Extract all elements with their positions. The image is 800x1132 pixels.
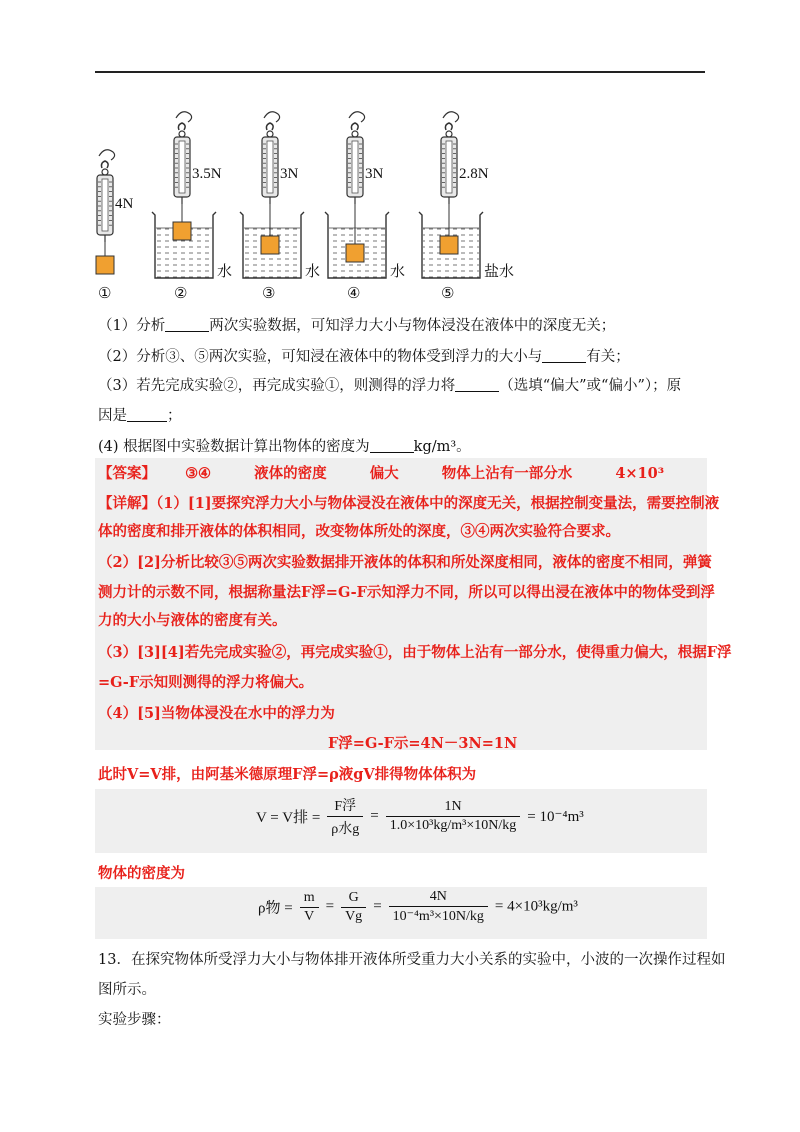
reading-2: 3.5N [192,166,222,182]
answer-blank [165,317,209,332]
answer-line: 【答案】 ③④ 液体的密度 偏大 物体上沾有一部分水 4×10³ [98,465,665,482]
block-1 [96,256,114,274]
liquid-label-5: 盐水 [484,264,515,280]
question-1: （1）分析 两次实验数据，可知浮力大小与物体浸没在液体中的深度无关； [98,318,616,334]
reading-5: 2.8N [459,166,489,182]
volume-intro-line: 此时V=V排，由阿基米德原理F浮=ρ液gV排得物体体积为 [98,766,477,783]
spring-scale-3 [262,112,280,204]
question-3-line-2: 因是 ； [98,408,182,424]
liquid-label-2: 水 [217,264,233,280]
density-intro-line: 物体的密度为 [98,865,185,882]
reading-4: 3N [365,166,384,182]
detail-line-3: （2）[2]分析比较③⑤两次实验数据排开液体的体积和所处深度相同，液体的密度不相同，弹簧 [98,554,712,571]
reading-3: 3N [280,166,299,182]
density-formula: ρ物 = $\frac{m}{V}$ = $\frac{G}{Vg}$ = $\frac{4N}{\text{10⁻⁴m³×10N/kg}}$ = 4×10³kg/m³ [258,889,578,924]
block-3 [261,236,279,254]
block-5 [440,236,458,254]
header-rule [95,71,705,73]
buoyancy-equation: F浮=G-F示=4N－3N=1N [328,735,518,752]
detail-line-8: （4）[5]当物体浸没在水中的浮力为 [98,705,335,722]
block-4 [346,244,364,262]
question-4: (4) 根据图中实验数据计算出物体的密度为 kg/m³。 [98,439,471,455]
detail-line-4: 测力计的示数不同，根据称量法F浮=G-F示知浮力不同，所以可以得出浸在液体中的物体受到浮 [98,584,715,601]
label-1: ① [98,286,112,300]
label-2: ② [174,286,188,300]
detail-line-7: =G-F示知则测得的浮力将偏大。 [98,674,314,691]
label-5: ⑤ [441,286,455,300]
label-4: ④ [347,286,361,300]
spring-scale-5 [441,112,459,204]
label-3: ③ [262,286,276,300]
detail-line-1: 【详解】（1）[1]要探究浮力大小与物体浸没在液体中的深度无关，根据控制变量法，需要控制液 [98,495,720,512]
detail-line-6: （3）[3][4]若先完成实验②，再完成实验①，由于物体上沾有一部分水，使得重力偏大，根据F浮 [98,644,732,661]
block-2 [173,222,191,240]
liquid-label-4: 水 [390,264,406,280]
question-3: （3）若先完成实验②，再完成实验①，则测得的浮力将 （选填“偏大”或“偏小”）；原 [98,378,682,394]
spring-scale-1 [97,150,115,242]
question-13-line-1: 13．在探究物体所受浮力大小与物体排开液体所受重力大小关系的实验中，小波的一次操作过程如 [98,952,726,968]
question-13-line-3: 实验步骤： [98,1012,171,1028]
answer-blank [455,377,499,392]
answer-blank [542,348,586,363]
volume-formula: V = V排 = $\frac{\text{F浮}}{\text{ρ水g}}$ = $\frac{1N}{\text{1.0×10³kg/m³×10N/kg}}$ = 10⁻⁴m³ [256,795,584,838]
question-2: （2）分析③、⑤两次实验，可知浸在液体中的物体受到浮力的大小与 有关； [98,349,630,365]
reading-1: 4N [115,196,134,212]
answer-blank [127,407,167,422]
spring-scale-4 [347,112,365,204]
answer-blank [370,438,414,453]
liquid-label-3: 水 [305,264,321,280]
detail-line-5: 力的大小与液体的密度有关。 [98,612,287,629]
experiment-figure [85,100,545,300]
question-13-line-2: 图所示。 [98,982,156,998]
detail-line-2: 体的密度和排开液体的体积相同，改变物体所处的深度，③④两次实验符合要求。 [98,523,620,540]
spring-scale-2 [174,112,192,204]
